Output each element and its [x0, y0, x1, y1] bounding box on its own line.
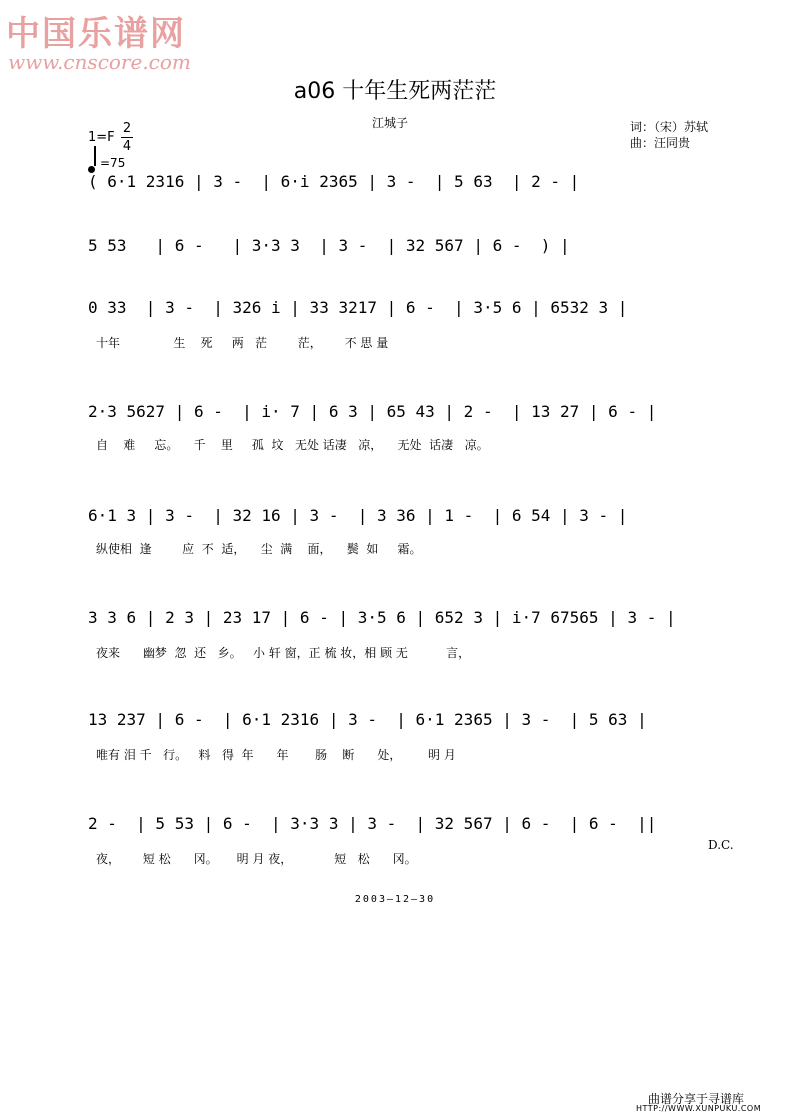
score-system-1: ( 6·1 2316 | 3 - | 6·i 2365 | 3 - | 5 63 | 2 - |	[88, 172, 580, 191]
watermark-url: www.cnscore.com	[8, 50, 191, 74]
time-signature-top: 2	[122, 121, 132, 136]
score-system-7: 13 237 | 6 - | 6·1 2316 | 3 - | 6·1 2365 | 3 - | 5 63 |	[88, 710, 647, 729]
score-system-2: 5 53 | 6 - | 3·3 3 | 3 - | 32 567 | 6 - ) |	[88, 236, 570, 255]
score-system-6: 3 3 6 | 2 3 | 23 17 | 6 - | 3·5 6 | 652 3 | i·7 67565 | 3 - |	[88, 608, 676, 627]
date-stamp: 2003—12—30	[354, 894, 436, 905]
key-signature: 1=F	[88, 130, 115, 145]
composer-credit: 曲：汪同贵	[630, 136, 691, 150]
footer-source-url: HTTP://WWW.XUNPUKU.COM	[636, 1104, 762, 1113]
score-system-3: 0 33 | 3 - | 326 i | 33 3217 | 6 - | 3·5 6 | 6532 3 |	[88, 298, 628, 317]
time-signature-bottom: 4	[122, 139, 132, 154]
lyrics-line-5: 纵使相 逢 应 不 适， 尘 满 面， 鬓 如 霜。	[96, 542, 422, 556]
page-title: a06 十年生死两茫茫	[293, 79, 497, 104]
tempo-marking: =75	[100, 156, 126, 170]
score-system-4: 2·3 5627 | 6 - | i· 7 | 6 3 | 65 43 | 2 - | 13 27 | 6 - |	[88, 402, 657, 421]
lyricist-credit: 词：（宋）苏轼	[630, 120, 709, 134]
tune-name: 江城子	[372, 116, 409, 130]
lyrics-line-3: 十年 生 死 两 茫 茫， 不 思 量	[96, 336, 389, 350]
footer-source-text: 曲谱分享于寻谱库	[648, 1092, 745, 1106]
score-system-5: 6·1 3 | 3 - | 32 16 | 3 - | 3 36 | 1 - | 6 54 | 3 - |	[88, 506, 628, 525]
lyrics-line-4: 自 难 忘。 千 里 孤 坟 无处 话凄 凉， 无处 话凄 凉。	[96, 438, 489, 452]
lyrics-line-6: 夜来 幽梦 忽 还 乡。 小 轩 窗，正 梳 妆，相 顾 无 言，	[96, 646, 471, 660]
lyrics-line-8: 夜， 短 松 冈。 明 月 夜， 短 松 冈。	[96, 852, 417, 866]
time-signature	[120, 120, 134, 155]
lyrics-line-7: 唯有 泪 千 行。 料 得 年 年 肠 断 处， 明 月	[96, 748, 456, 762]
da-capo-mark: D.C.	[708, 838, 734, 852]
watermark-logo: 中国乐谱网	[6, 14, 186, 54]
quarter-note-icon	[94, 146, 96, 166]
score-system-8: 2 - | 5 53 | 6 - | 3·3 3 | 3 - | 32 567 | 6 - | 6 - ||	[88, 814, 657, 833]
